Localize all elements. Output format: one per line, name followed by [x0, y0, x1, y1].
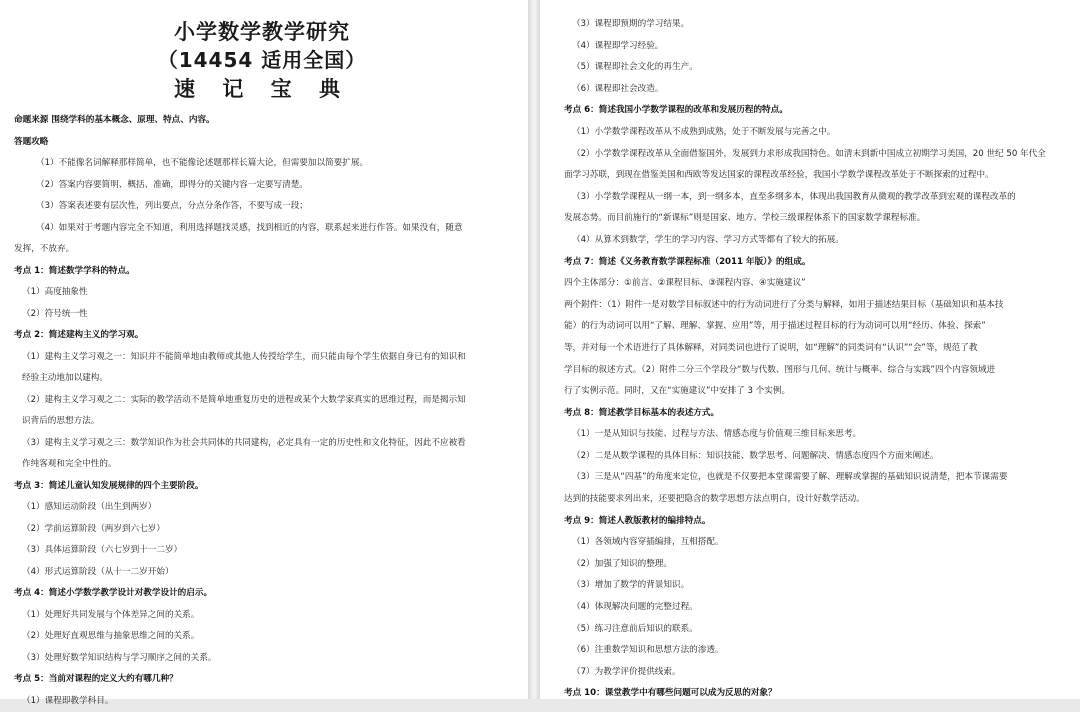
k5-title: 考点 5：当前对课程的定义大约有哪几种？: [14, 669, 510, 691]
k9-item: （4）体现解决问题的完整过程。: [564, 597, 1066, 619]
doc-title: 小学数学教学研究: [14, 18, 510, 46]
doc-book-title: 速 记 宝 典: [14, 74, 510, 104]
k7-item: 等，并对每一个术语进行了具体解释，对同类词也进行了说明，如“理解”的同类词有“认识”“会”等，规范了教: [564, 338, 1066, 360]
strategy-item: （2）答案内容要简明、概括、准确，即得分的关键内容一定要写清楚。: [14, 175, 510, 197]
k2-item: （2）建构主义学习观之二：实际的教学活动不是简单地重复历史的进程或某个大数学家真实的思维过程，而是揭示知: [14, 390, 510, 412]
k5-item: （1）课程即教学科目。: [14, 691, 510, 712]
k7-item: 四个主体部分：①前言、②课程目标、③课程内容、④实施建议”: [564, 273, 1066, 295]
k4-item: （3）处理好数学知识结构与学习顺序之间的关系。: [14, 648, 510, 670]
k5-item: （6）课程即社会改造。: [564, 79, 1066, 101]
k2-item: 作纯客观和完全中性的。: [14, 454, 510, 476]
k10-title: 考点 10：课堂教学中有哪些问题可以成为反思的对象？: [564, 683, 1066, 705]
k7-item: 两个附件：（1）附件一是对数学目标叙述中的行为动词进行了分类与解释，如用于描述结果目标（基础知识和基本技: [564, 295, 1066, 317]
k9-item: （1）各领域内容穿插编排，互相搭配。: [564, 532, 1066, 554]
k8-item: （1）一是从知识与技能、过程与方法、情感态度与价值观三维目标来思考。: [564, 424, 1066, 446]
k5-item: （3）课程即预期的学习结果。: [564, 14, 1066, 36]
k7-item: 学目标的叙述方式。（2）附件二分三个学段分“数与代数、图形与几何、统计与概率、综合与实践”四个内容领域进: [564, 360, 1066, 382]
title-block: [14, 0, 510, 104]
k7-item: 行了实例示范。同时，又在“实施建议”中安排了 3 个实例。: [564, 381, 1066, 403]
page-right: [540, 0, 1080, 699]
k4-title: 考点 4：简述小学数学教学设计对教学设计的启示。: [14, 583, 510, 605]
doc-subtitle: （14454 适用全国）: [14, 46, 510, 74]
k1-item: （1）高度抽象性: [14, 282, 510, 304]
k2-item: 识背后的思想方法。: [14, 411, 510, 433]
k4-item: （1）处理好共同发展与个体差异之间的关系。: [14, 605, 510, 627]
strategy-item: （1）不能像名词解释那样简单，也不能像论述题那样长篇大论，但需要加以简要扩展。: [14, 153, 510, 175]
k9-item: （2）加强了知识的整理。: [564, 554, 1066, 576]
k3-item: （3）具体运算阶段（六七岁到十一二岁）: [14, 540, 510, 562]
page-left: [0, 0, 528, 699]
k2-item: 经验主动地加以建构。: [14, 368, 510, 390]
k6-item: （2）小学数学课程改革从全面借鉴国外，发展到力求形成我国特色。如清末到新中国成立初期学习美国，20 世纪 50 年代全: [564, 144, 1066, 166]
k2-item: （3）建构主义学习观之三：数学知识作为社会共同体的共同建构，必定具有一定的历史性和文化特征，因此不应被看: [14, 433, 510, 455]
k5-item: （5）课程即社会文化的再生产。: [564, 57, 1066, 79]
k3-item: （4）形式运算阶段（从十一二岁开始）: [14, 562, 510, 584]
k6-item: （1）小学数学课程改革从不成熟到成熟，处于不断发展与完善之中。: [564, 122, 1066, 144]
k9-title: 考点 9：简述人教版教材的编排特点。: [564, 511, 1066, 533]
k1-item: （2）符号统一性: [14, 304, 510, 326]
k8-title: 考点 8：简述教学目标基本的表述方式。: [564, 403, 1066, 425]
k3-item: （1）感知运动阶段（出生到两岁）: [14, 497, 510, 519]
k3-title: 考点 3：简述儿童认知发展规律的四个主要阶段。: [14, 476, 510, 498]
k8-item: （3）三是从“四基”的角度来定位，也就是不仅要把本堂课需要了解、理解或掌握的基础知识说清楚，把本节课需要: [564, 467, 1066, 489]
k1-title: 考点 1：简述数学学科的特点。: [14, 261, 510, 283]
strategy-item: （3）答案表述要有层次性，列出要点，分点分条作答，不要写成一段；: [14, 196, 510, 218]
k2-item: （1）建构主义学习观之一：知识并不能简单地由教师或其他人传授给学生，而只能由每个学生依据自身已有的知识和: [14, 347, 510, 369]
k6-item: 面学习苏联，到现在借鉴美国和西欧等发达国家的课程改革经验，我国小学数学课程改革处于不断探索的过程中。: [564, 165, 1066, 187]
strategy-title: 答题攻略: [14, 132, 510, 154]
k7-item: 能）的行为动词可以用“了解、理解、掌握、应用”等，用于描述过程目标的行为动词可以用“经历、体验、探索”: [564, 316, 1066, 338]
k8-item: 达到的技能要求列出来，还要把隐含的数学思想方法点明白，设计好数学活动。: [564, 489, 1066, 511]
k6-item: （4）从算术到数学，学生的学习内容、学习方式等都有了较大的拓展。: [564, 230, 1066, 252]
strategy-item: （4）如果对于考题内容完全不知道，利用选择题找灵感，找到相近的内容，联系起来进行作答。如果没有，随意: [14, 218, 510, 240]
k9-item: （7）为教学评价提供线索。: [564, 662, 1066, 684]
k6-title: 考点 6：简述我国小学数学课程的改革和发展历程的特点。: [564, 100, 1066, 122]
k7-title: 考点 7：简述《义务教育数学课程标准（2011 年版）》的组成。: [564, 252, 1066, 274]
source-line: 命题来源 围绕学科的基本概念、原理、特点、内容。: [14, 110, 510, 132]
k9-item: （3）增加了数学的背景知识。: [564, 575, 1066, 597]
k9-item: （5）练习注意前后知识的联系。: [564, 619, 1066, 641]
k6-item: （3）小学数学课程从一纲一本，到一纲多本，直至多纲多本，体现出我国教育从微观的教学改革到宏观的课程改革的: [564, 187, 1066, 209]
k3-item: （2）学前运算阶段（两岁到六七岁）: [14, 519, 510, 541]
strategy-tail: 发挥，不放弃。: [14, 239, 510, 261]
k8-item: （2）二是从数学课程的具体目标：知识技能、数学思考、问题解决、情感态度四个方面来阐述。: [564, 446, 1066, 468]
k5-item: （4）课程即学习经验。: [564, 36, 1066, 58]
k2-title: 考点 2：简述建构主义的学习观。: [14, 325, 510, 347]
page-divider: [528, 0, 540, 699]
k9-item: （6）注重数学知识和思想方法的渗透。: [564, 640, 1066, 662]
k6-item: 发展态势。而目前施行的“新课标”则是国家、地方、学校三级课程体系下的国家数学课程标准。: [564, 208, 1066, 230]
k4-item: （2）处理好直观思维与抽象思维之间的关系。: [14, 626, 510, 648]
